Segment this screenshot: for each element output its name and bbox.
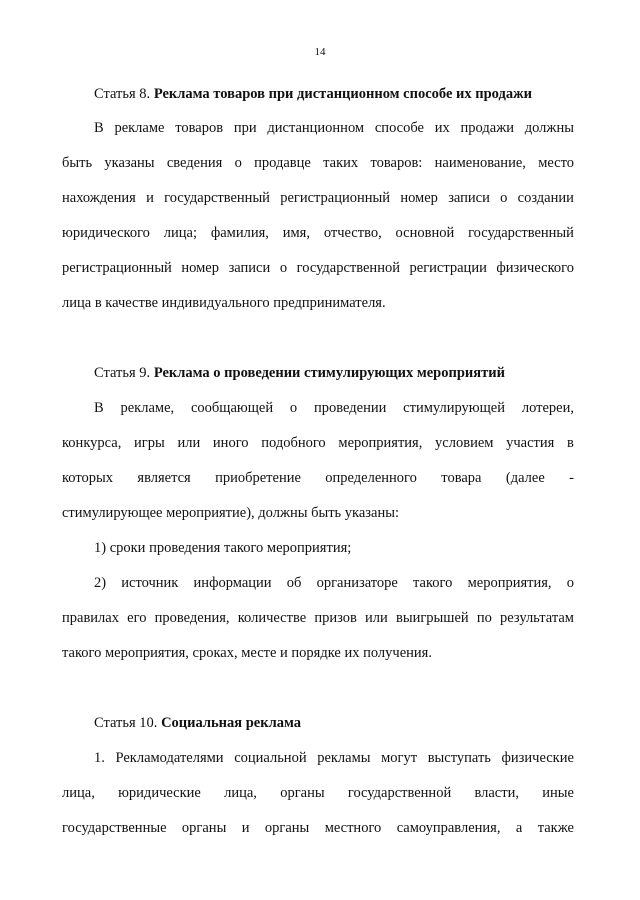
word: должны <box>524 120 574 136</box>
word: их <box>434 120 450 136</box>
word: подобного <box>261 435 326 451</box>
word: записи <box>448 190 490 206</box>
word: отчество, <box>323 225 382 241</box>
article-9-number: Статья 9. <box>94 365 154 381</box>
word: сообщающей <box>190 400 274 416</box>
word: место <box>538 155 574 171</box>
word: выигрышей <box>396 610 469 626</box>
word: приобретение <box>215 470 301 486</box>
article-10-heading <box>94 715 301 732</box>
word: условием <box>435 435 494 451</box>
word: лица, <box>62 785 95 801</box>
word: создании <box>517 190 574 206</box>
word: проведения, <box>154 610 230 626</box>
article-10-line <box>62 785 574 802</box>
word: таких <box>323 155 359 171</box>
word: социальной <box>234 750 307 766</box>
word: физического <box>496 260 574 276</box>
article-8-number: Статья 8. <box>94 86 154 102</box>
word: информации <box>193 575 272 591</box>
word: выступать <box>427 750 491 766</box>
article-8-title: Реклама товаров при дистанционном способе их продажи <box>153 86 532 102</box>
word: государственной <box>296 260 400 276</box>
word: при <box>233 120 257 136</box>
word: и <box>146 190 154 206</box>
word: или <box>177 435 201 451</box>
word: мероприятия, <box>467 575 552 591</box>
article-9-line <box>62 435 574 452</box>
word: рекламе, <box>120 400 175 416</box>
word: такого <box>413 575 453 591</box>
word: продавце <box>254 155 311 171</box>
word: государственные <box>62 820 167 836</box>
word: количестве <box>237 610 307 626</box>
word: органы <box>264 820 310 836</box>
word: указаны <box>104 155 155 171</box>
word: в <box>567 435 574 451</box>
article-9-heading <box>94 365 505 382</box>
word: - <box>569 470 574 486</box>
word: товаров <box>175 120 224 136</box>
word: способе <box>374 120 424 136</box>
article-8-line: лица в качестве индивидуального предпринимателя. <box>62 295 386 311</box>
word: органы <box>181 820 227 836</box>
word: является <box>137 470 191 486</box>
article-9-line: стимулирующее мероприятие), должны быть указаны: <box>62 505 399 521</box>
word: игры <box>134 435 165 451</box>
word: организаторе <box>316 575 398 591</box>
word: по <box>476 610 492 626</box>
word: также <box>537 820 574 836</box>
word: физические <box>501 750 574 766</box>
word: лотереи, <box>521 400 574 416</box>
word: регистрационный <box>62 260 172 276</box>
word: о <box>234 155 242 171</box>
article-8-line <box>62 225 574 242</box>
word: власти, <box>474 785 519 801</box>
article-8-line <box>62 190 574 207</box>
word: а <box>515 820 523 836</box>
article-9-list-item: 1) сроки проведения такого мероприятия; <box>94 540 352 556</box>
article-10-title: Социальная реклама <box>161 715 302 731</box>
word: рекламе <box>114 120 165 136</box>
word: органы <box>280 785 325 801</box>
article-9-line: такого мероприятия, сроках, месте и порядке их получения. <box>62 645 432 661</box>
word: источник <box>121 575 179 591</box>
word: иного <box>212 435 249 451</box>
word: продажи <box>460 120 514 136</box>
word: 2) <box>94 575 107 591</box>
word: результатам <box>500 610 574 626</box>
word: самоуправления, <box>396 820 501 836</box>
article-9-line <box>62 610 574 627</box>
word: В <box>94 400 104 416</box>
word: основной <box>395 225 455 241</box>
article-8-line <box>62 155 574 172</box>
word: стимулирующей <box>403 400 505 416</box>
article-9-list-item <box>94 575 574 592</box>
word: имя, <box>282 225 310 241</box>
article-8-heading <box>94 86 532 103</box>
word: правилах <box>62 610 119 626</box>
word: и <box>241 820 250 836</box>
word: о <box>500 190 508 206</box>
word: рекламы <box>317 750 371 766</box>
word: сведения <box>166 155 223 171</box>
word: регистрационный <box>280 190 391 206</box>
word: юридические <box>118 785 201 801</box>
word: мероприятия, <box>338 435 423 451</box>
word: 1. <box>94 750 105 766</box>
word: государственной <box>347 785 452 801</box>
word: о <box>566 575 574 591</box>
article-8-line <box>94 120 574 137</box>
word: участия <box>506 435 555 451</box>
word: лица, <box>224 785 257 801</box>
word: конкурса, <box>62 435 122 451</box>
word: об <box>286 575 302 591</box>
page-number: 14 <box>314 46 326 58</box>
article-10-line <box>94 750 574 767</box>
word: Рекламодателями <box>115 750 224 766</box>
word: государственный <box>468 225 574 241</box>
article-10-number: Статья 10. <box>94 715 162 731</box>
word: наименование, <box>434 155 526 171</box>
article-10-line <box>62 820 574 837</box>
word: товара <box>441 470 482 486</box>
word: государственный <box>164 190 270 206</box>
article-9-line <box>62 470 574 487</box>
word: быть <box>62 155 93 171</box>
word: нахождения <box>62 190 136 206</box>
word: о <box>289 400 298 416</box>
word: номер <box>400 190 438 206</box>
word: В <box>94 120 104 136</box>
word: товаров: <box>370 155 423 171</box>
article-9-line <box>94 400 574 417</box>
word: которых <box>62 470 114 486</box>
article-9-title: Реклама о проведении стимулирующих мероприятий <box>153 365 505 381</box>
word: регистрации <box>409 260 487 276</box>
word: могут <box>381 750 418 766</box>
word: проведении <box>313 400 387 416</box>
word: записи <box>228 260 271 276</box>
word: о <box>279 260 288 276</box>
word: дистанционном <box>267 120 365 136</box>
word: определенного <box>325 470 417 486</box>
word: фамилия, <box>210 225 269 241</box>
word: или <box>365 610 388 626</box>
word: номер <box>181 260 219 276</box>
word: призов <box>314 610 357 626</box>
word: (далее <box>505 470 545 486</box>
article-8-line <box>62 260 574 277</box>
word: юридического <box>62 225 150 241</box>
word: иные <box>542 785 574 801</box>
word: местного <box>324 820 382 836</box>
word: его <box>127 610 147 626</box>
word: лица; <box>163 225 197 241</box>
